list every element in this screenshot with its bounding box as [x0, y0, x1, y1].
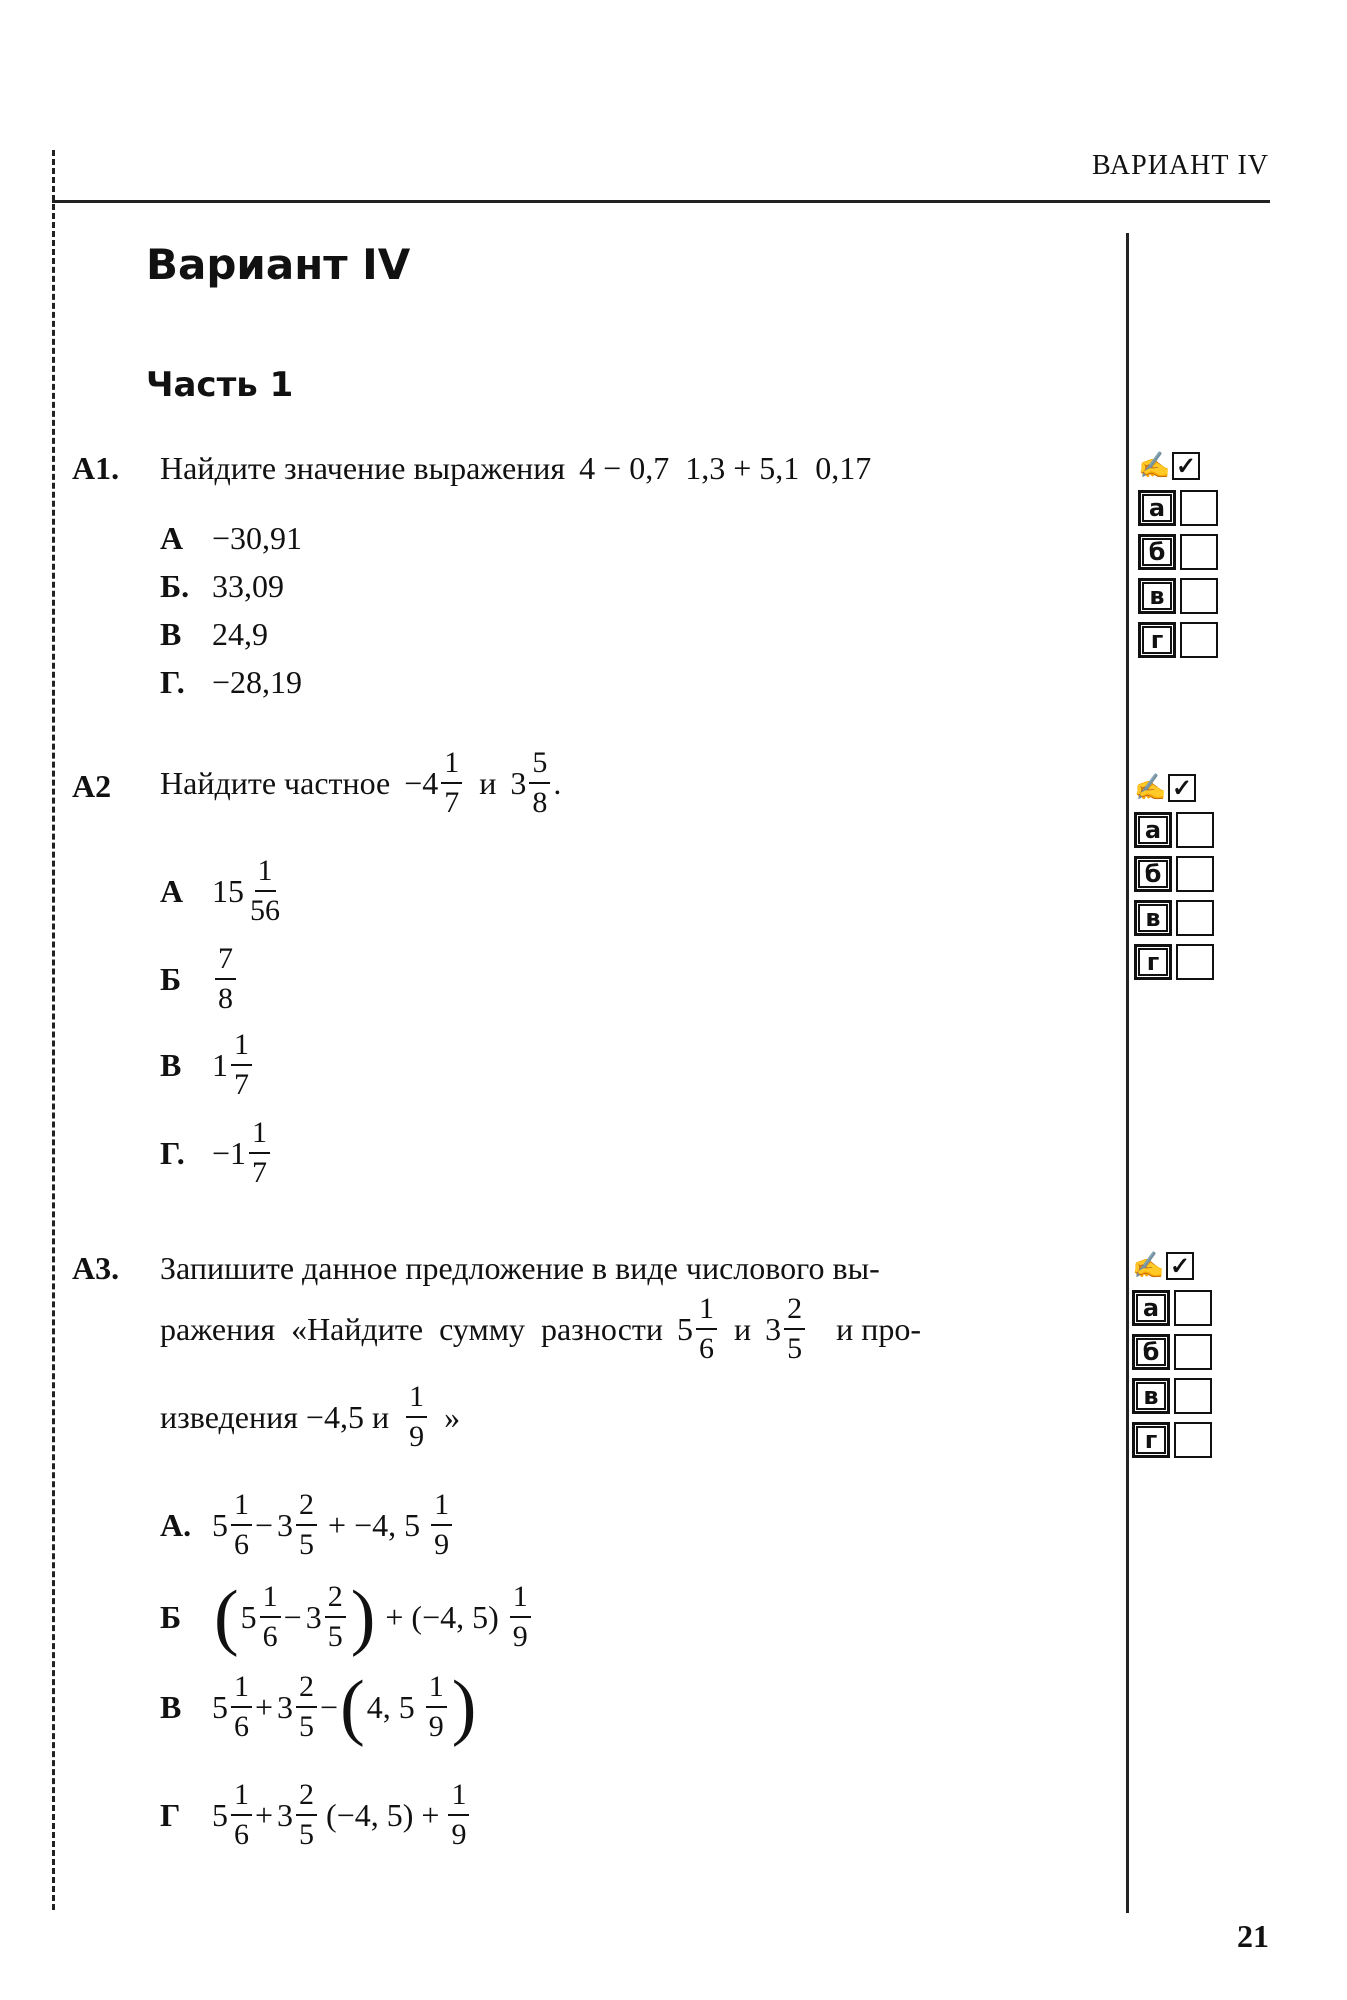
- answer-letter-b: б: [1134, 856, 1172, 892]
- option-label: Г: [160, 1796, 181, 1833]
- fraction: $\frac{2}{5}$: [296, 1490, 317, 1560]
- question-number: А3.: [72, 1250, 120, 1286]
- option-value: 33,09: [212, 568, 284, 604]
- answer-letter-d: г: [1132, 1422, 1170, 1458]
- answer-box-c[interactable]: [1176, 900, 1214, 936]
- question-line-1: Запишите данное предложение в виде числового вы-: [160, 1250, 880, 1286]
- mixed-number-whole: 5: [212, 1506, 228, 1543]
- option-b[interactable]: [160, 568, 284, 605]
- conjunction: и: [734, 1310, 752, 1347]
- question-text: ражения «Найдите сумму разности: [160, 1310, 664, 1347]
- mixed-number-whole: 5: [212, 1796, 228, 1833]
- pen-icon: ✍: [1138, 451, 1171, 480]
- question-line-2: [160, 1294, 921, 1364]
- option-b[interactable]: [160, 944, 239, 1014]
- answer-letter-c: в: [1134, 900, 1172, 936]
- option-label: Г.: [160, 1134, 185, 1171]
- option-label: В: [160, 1688, 182, 1725]
- answer-letter-c: в: [1138, 578, 1176, 614]
- operator: +: [255, 1796, 274, 1833]
- option-label: Б.: [160, 568, 190, 604]
- mixed-number-whole: 3: [277, 1506, 294, 1543]
- mixed-number-whole: 15: [212, 872, 244, 909]
- question-text: [160, 450, 871, 487]
- part-heading: Часть 1: [146, 365, 294, 405]
- right-paren: ): [350, 1576, 376, 1658]
- fraction: $\frac{5}{8}$: [529, 748, 550, 818]
- question-number: А2: [72, 768, 112, 804]
- running-head: ВАРИАНТ IV: [1091, 150, 1269, 181]
- fraction: $\frac{1}{56}$: [250, 854, 280, 927]
- operator: +: [255, 1688, 274, 1725]
- answer-box-d[interactable]: [1174, 1422, 1212, 1458]
- answer-grid-a1: [1138, 450, 1228, 658]
- option-c[interactable]: [160, 1666, 478, 1748]
- fraction: $\frac{1}{9}$: [448, 1780, 469, 1850]
- option-d[interactable]: [160, 1118, 273, 1188]
- fraction: $\frac{2}{5}$: [296, 1780, 317, 1850]
- period: .: [553, 764, 562, 801]
- fraction: $\frac{1}{6}$: [260, 1582, 281, 1652]
- option-label: В: [160, 1046, 182, 1083]
- option-c[interactable]: [160, 1030, 255, 1100]
- question-text: [160, 748, 561, 818]
- option-label: Б: [160, 960, 182, 997]
- pen-icon: ✍: [1134, 773, 1167, 802]
- question-text: и про-: [836, 1310, 922, 1347]
- option-b[interactable]: [160, 1576, 534, 1658]
- mixed-number-whole: −4: [404, 764, 439, 801]
- answer-box-a[interactable]: [1174, 1290, 1212, 1326]
- question-text: »: [444, 1398, 461, 1435]
- answer-box-d[interactable]: [1180, 622, 1218, 658]
- option-a[interactable]: [160, 1490, 455, 1560]
- operator: −: [255, 1506, 274, 1543]
- expression: 4 − 0,7 1,3 + 5,1 0,17: [579, 450, 872, 486]
- option-c[interactable]: [160, 616, 268, 653]
- fraction: $\frac{1}{6}$: [231, 1672, 252, 1742]
- option-label: Г.: [160, 664, 185, 700]
- check-icon: ✓: [1172, 452, 1200, 480]
- fraction: $\frac{1}{9}$: [431, 1490, 452, 1560]
- question-prompt: Найдите частное: [160, 764, 391, 801]
- fraction: $\frac{7}{8}$: [215, 944, 236, 1014]
- answer-grid-a3: [1132, 1250, 1222, 1458]
- answer-box-d[interactable]: [1176, 944, 1214, 980]
- question-prompt: Найдите значение выражения: [160, 450, 566, 486]
- answer-box-b[interactable]: [1174, 1334, 1212, 1370]
- left-paren: (: [214, 1576, 239, 1658]
- answer-letter-a: а: [1134, 812, 1172, 848]
- answer-box-b[interactable]: [1180, 534, 1218, 570]
- option-value: −30,91: [212, 520, 303, 556]
- mixed-number-whole: 5: [212, 1688, 228, 1725]
- answer-column-rule: [1126, 233, 1129, 1913]
- mixed-number-whole: 5: [240, 1598, 257, 1635]
- pen-icon: ✍: [1132, 1251, 1165, 1280]
- question-number: А1.: [72, 450, 120, 486]
- conjunction: и: [479, 764, 497, 801]
- fraction: $\frac{1}{9}$: [426, 1672, 447, 1742]
- fraction: $\frac{2}{5}$: [296, 1672, 317, 1742]
- option-d[interactable]: [160, 1780, 472, 1850]
- fraction: $\frac{1}{9}$: [406, 1382, 427, 1452]
- fraction: $\frac{1}{6}$: [231, 1490, 252, 1560]
- expression: (−4, 5) +: [326, 1796, 440, 1833]
- mixed-number-whole: 3: [277, 1796, 294, 1833]
- operator: −: [320, 1688, 339, 1725]
- expression: 4, 5: [366, 1688, 415, 1725]
- answer-box-c[interactable]: [1180, 578, 1218, 614]
- fraction: $\frac{1}{7}$: [441, 748, 462, 818]
- fraction: $\frac{1}{9}$: [510, 1582, 531, 1652]
- option-d[interactable]: [160, 664, 302, 701]
- mixed-number-whole: −1: [212, 1134, 247, 1171]
- mixed-number-whole: 3: [510, 764, 527, 801]
- option-label: Б: [160, 1598, 182, 1635]
- fraction: $\frac{1}{6}$: [231, 1780, 252, 1850]
- expression: + −4, 5: [328, 1506, 421, 1543]
- page-number: 21: [1237, 1918, 1269, 1954]
- answer-letter-b: б: [1132, 1334, 1170, 1370]
- answer-letter-a: а: [1138, 490, 1176, 526]
- fraction: $\frac{1}{7}$: [249, 1118, 270, 1188]
- operator: −: [283, 1598, 302, 1635]
- fraction: $\frac{2}{5}$: [325, 1582, 346, 1652]
- page-title: Вариант IV: [146, 240, 411, 289]
- mixed-number-whole: 3: [277, 1688, 294, 1725]
- left-paren: (: [340, 1666, 365, 1748]
- option-label: А: [160, 872, 184, 909]
- check-icon: ✓: [1166, 1252, 1194, 1280]
- question-line-3: [160, 1382, 460, 1452]
- answer-box-a[interactable]: [1176, 812, 1214, 848]
- mixed-number-whole: 5: [677, 1310, 694, 1347]
- option-value: −28,19: [212, 664, 303, 700]
- question-text: изведения −4,5 и: [160, 1398, 390, 1435]
- answer-box-a[interactable]: [1180, 490, 1218, 526]
- check-icon: ✓: [1168, 774, 1196, 802]
- answer-letter-b: б: [1138, 534, 1176, 570]
- answer-grid-a2: [1134, 772, 1224, 980]
- answer-box-c[interactable]: [1174, 1378, 1212, 1414]
- answer-letter-a: а: [1132, 1290, 1170, 1326]
- cut-line: [52, 150, 55, 1910]
- option-label: А: [160, 520, 184, 556]
- fraction: $\frac{1}{7}$: [231, 1030, 252, 1100]
- option-value: 24,9: [212, 616, 268, 652]
- expression: + (−4, 5): [385, 1598, 499, 1635]
- option-a[interactable]: [160, 520, 302, 557]
- header-rule: [52, 200, 1270, 203]
- fraction: $\frac{1}{6}$: [696, 1294, 717, 1364]
- mixed-number-whole: 1: [212, 1046, 228, 1083]
- right-paren: ): [451, 1666, 477, 1748]
- mixed-number-whole: 3: [765, 1310, 782, 1347]
- fraction: $\frac{2}{5}$: [784, 1294, 805, 1364]
- answer-letter-d: г: [1138, 622, 1176, 658]
- option-a[interactable]: [160, 856, 286, 926]
- answer-letter-c: в: [1132, 1378, 1170, 1414]
- mixed-number-whole: 3: [305, 1598, 322, 1635]
- option-label: В: [160, 616, 182, 652]
- answer-letter-d: г: [1134, 944, 1172, 980]
- answer-box-b[interactable]: [1176, 856, 1214, 892]
- option-label: А.: [160, 1506, 192, 1543]
